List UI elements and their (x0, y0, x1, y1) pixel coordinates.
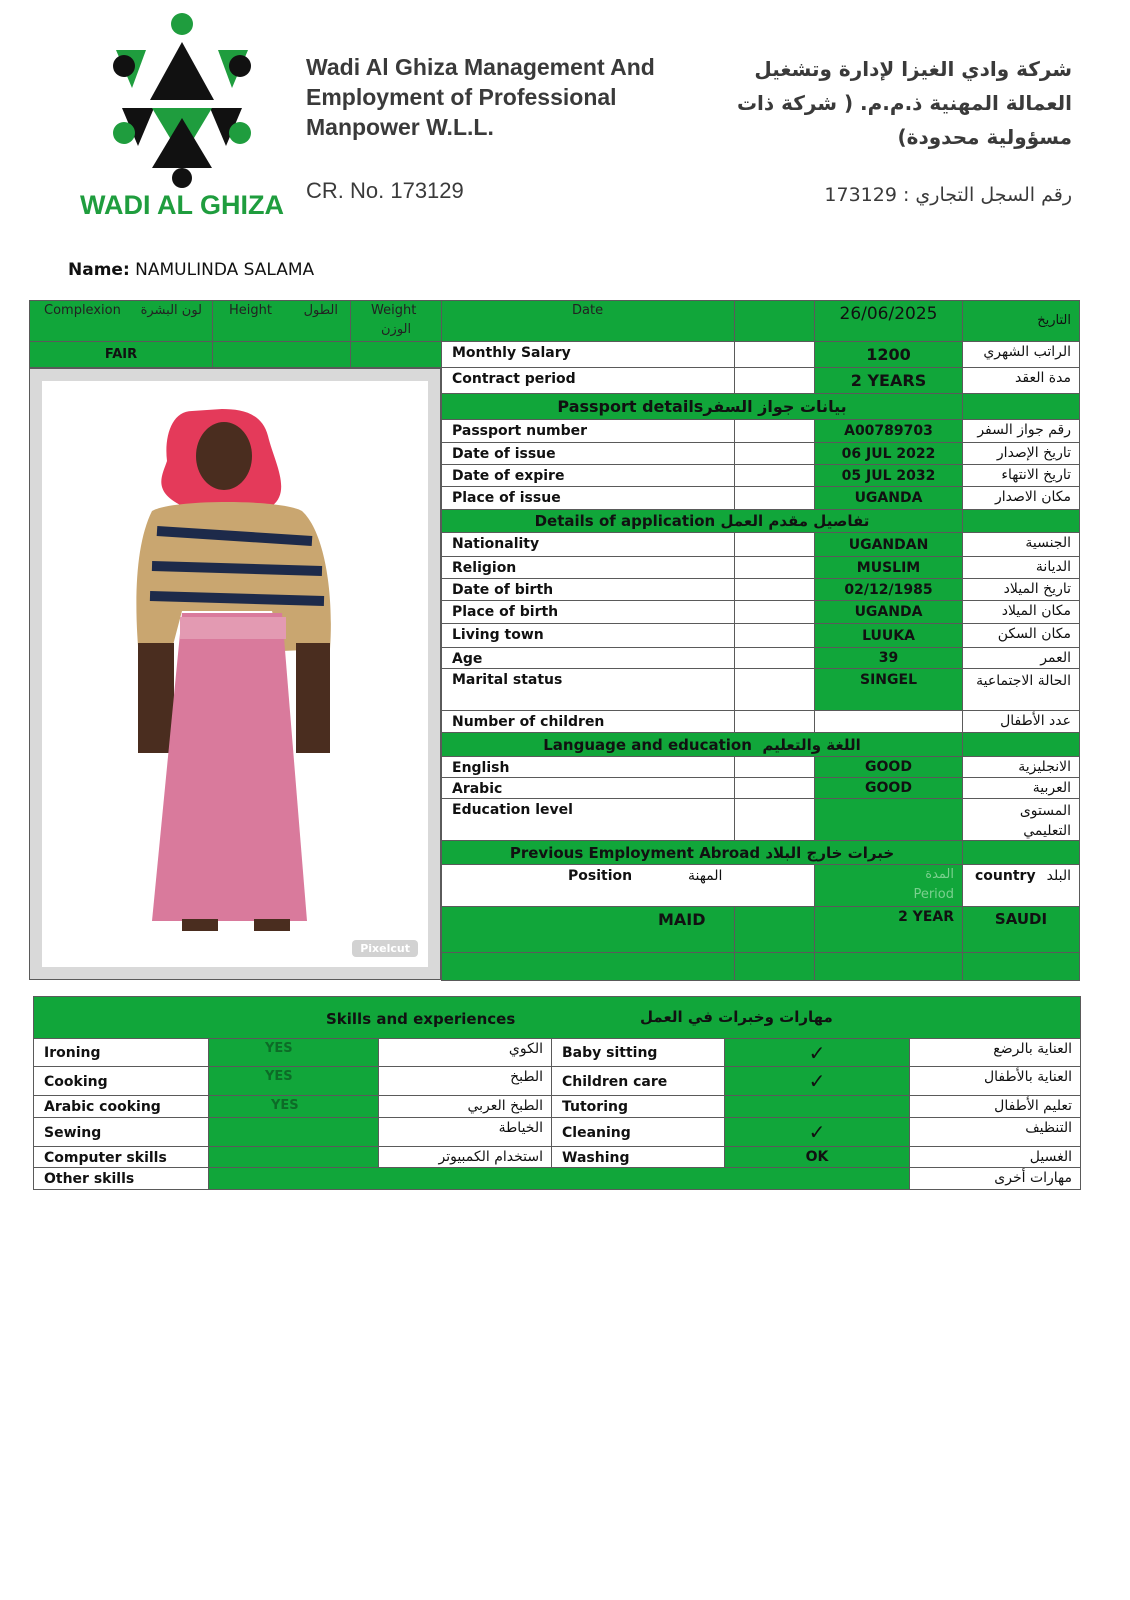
salary-value: 1200 (814, 341, 963, 368)
date-header-en: Date (572, 303, 604, 318)
complexion-value: FAIR (29, 341, 213, 368)
skill-cooking-label: Cooking (33, 1066, 209, 1096)
marital-status-label: Marital status (441, 668, 735, 711)
education-label: Education level (441, 798, 735, 841)
height-header-en: Height (229, 303, 272, 318)
arabic-value: GOOD (814, 777, 963, 799)
application-section-title (441, 509, 963, 533)
passport-section-title (441, 393, 963, 420)
living-town-label: Living town (441, 623, 735, 648)
language-title-ar: اللغة والتعليم (762, 735, 861, 754)
expire-date-label: Date of expire (441, 464, 735, 487)
expire-date-blank (734, 464, 815, 487)
issue-date-ar: تاريخ الإصدار (962, 442, 1080, 465)
pixelcut-watermark: Pixelcut (352, 940, 418, 957)
period-header-ar: المدة (925, 867, 954, 882)
skill-computer-value (208, 1146, 379, 1168)
employment-title-blank (962, 840, 1080, 865)
employment-empty-4 (962, 952, 1080, 981)
religion-label: Religion (441, 556, 735, 579)
skill-cleaning-label: Cleaning (551, 1117, 725, 1147)
religion-ar: الديانة (962, 556, 1080, 579)
candidate-name (68, 260, 314, 280)
skill-tutoring-ar: تعليم الأطفال (909, 1095, 1081, 1118)
age-value: 39 (814, 647, 963, 669)
dob-blank (734, 578, 815, 601)
skill-computer-ar: استخدام الكمبيوتر (378, 1146, 552, 1168)
nationality-ar: الجنسية (962, 532, 1080, 557)
skill-other-label: Other skills (33, 1167, 209, 1190)
contract-period-label: Contract period (441, 367, 735, 394)
children-value (814, 710, 963, 733)
contract-period-ar: مدة العقد (962, 367, 1080, 394)
age-label: Age (441, 647, 735, 669)
skill-cooking-value: YES (208, 1066, 379, 1096)
skills-title-ar: مهارات وخبرات في العمل (640, 1008, 833, 1026)
employment-empty-3 (814, 952, 963, 981)
expire-date-ar: تاريخ الانتهاء (962, 464, 1080, 487)
issue-date-value: 06 JUL 2022 (814, 442, 963, 465)
employment-country-cell (962, 906, 1080, 953)
skill-arabic-cooking-value: YES (208, 1095, 379, 1118)
company-logo (62, 8, 302, 223)
skill-other-ar: مهارات أخرى (909, 1167, 1081, 1190)
skill-washing-ar: الغسيل (909, 1146, 1081, 1168)
passport-title-ar: بيانات جواز السفر (703, 397, 847, 416)
employment-title-ar: خبرات خارج البلاد (765, 843, 895, 862)
issue-date-blank (734, 442, 815, 465)
arabic-label: Arabic (441, 777, 735, 799)
passport-title-blank (962, 393, 1080, 420)
company-name-en: Wadi Al Ghiza Management And Employment of Professional Manpower W.L.L. (306, 54, 655, 140)
application-title-en: Details of application (534, 512, 716, 530)
cr-number-ar: رقم السجل التجاري : 173129 (824, 184, 1072, 206)
weight-header (350, 300, 442, 342)
complexion-header-en: Complexion (44, 303, 121, 318)
education-value (814, 798, 963, 841)
skill-computer-label: Computer skills (33, 1146, 209, 1168)
skill-washing-label: Washing (551, 1146, 725, 1168)
employment-period-value: 2 YEAR (898, 909, 954, 925)
place-of-issue-label: Place of issue (441, 486, 735, 510)
salary-blank (734, 341, 815, 368)
employment-period-cell (814, 906, 963, 953)
employment-position-cell (441, 906, 735, 953)
skill-washing-value: OK (724, 1146, 910, 1168)
skill-other-value (208, 1167, 910, 1190)
complexion-header-ar: لون البشرة (140, 303, 202, 318)
marital-status-value: SINGEL (814, 668, 963, 711)
skills-title-en: Skills and experiences (326, 1010, 516, 1028)
skill-cleaning-value: ✓ (724, 1117, 910, 1147)
place-of-issue-blank (734, 486, 815, 510)
skill-babysitting-value: ✓ (724, 1038, 910, 1067)
place-of-birth-label: Place of birth (441, 600, 735, 624)
country-header-ar: البلد (1046, 868, 1071, 884)
candidate-photo (42, 381, 428, 967)
skill-ironing-ar: الكوي (378, 1038, 552, 1067)
marital-status-blank (734, 668, 815, 711)
logo-text: WADI AL GHIZA (80, 190, 284, 220)
dob-value: 02/12/1985 (814, 578, 963, 601)
passport-number-blank (734, 419, 815, 443)
language-title-en: Language and education (543, 735, 752, 754)
date-header-ar: التاريخ (962, 300, 1080, 342)
arabic-ar: العربية (962, 777, 1080, 799)
application-title-ar: تفاصيل مقدم العمل (720, 512, 870, 530)
employment-position-value: MAID (658, 910, 706, 929)
passport-number-ar: رقم جواز السفر (962, 419, 1080, 443)
skill-tutoring-label: Tutoring (551, 1095, 725, 1118)
skill-babysitting-ar: العناية بالرضع (909, 1038, 1081, 1067)
skills-title (33, 996, 1081, 1039)
english-blank (734, 756, 815, 778)
skill-cleaning-ar: التنظيف (909, 1117, 1081, 1147)
cr-number-en: CR. No. 173129 (306, 178, 464, 203)
skill-tutoring-value (724, 1095, 910, 1118)
place-of-birth-value: UGANDA (814, 600, 963, 624)
language-section-title (441, 732, 963, 757)
nationality-label: Nationality (441, 532, 735, 557)
name-value: NAMULINDA SALAMA (135, 260, 315, 280)
contract-period-value: 2 YEARS (814, 367, 963, 394)
issue-date-label: Date of issue (441, 442, 735, 465)
children-blank (734, 710, 815, 733)
place-of-issue-value: UGANDA (814, 486, 963, 510)
religion-value: MUSLIM (814, 556, 963, 579)
name-label: Name: (68, 260, 130, 280)
arabic-blank (734, 777, 815, 799)
height-header-ar: الطول (303, 303, 338, 318)
employment-country-value: SAUDI (994, 910, 1048, 928)
period-header (814, 864, 963, 907)
education-ar: المستوى التعليمي (962, 798, 1080, 841)
dob-label: Date of birth (441, 578, 735, 601)
country-header (962, 864, 1080, 907)
employment-section-title (441, 840, 963, 865)
weight-header-en: Weight (371, 303, 417, 318)
date-blank (734, 300, 815, 342)
skill-arabic-cooking-ar: الطبخ العربي (378, 1095, 552, 1118)
skill-childrencare-value: ✓ (724, 1066, 910, 1096)
english-label: English (441, 756, 735, 778)
marital-status-ar: الحالة الاجتماعية (962, 668, 1080, 711)
language-title-blank (962, 732, 1080, 757)
skill-sewing-label: Sewing (33, 1117, 209, 1147)
position-header (441, 864, 815, 907)
employment-blank (734, 906, 815, 953)
employment-title-en: Previous Employment Abroad (509, 843, 761, 862)
place-of-issue-ar: مكان الاصدار (962, 486, 1080, 510)
photo-frame (29, 368, 441, 980)
age-blank (734, 647, 815, 669)
skill-babysitting-label: Baby sitting (551, 1038, 725, 1067)
nationality-blank (734, 532, 815, 557)
country-header-en: country (975, 868, 1036, 884)
place-of-birth-ar: مكان الميلاد (962, 600, 1080, 624)
skill-cooking-ar: الطبخ (378, 1066, 552, 1096)
nationality-value: UGANDAN (814, 532, 963, 557)
living-town-ar: مكان السكن (962, 623, 1080, 648)
living-town-value: LUUKA (814, 623, 963, 648)
skill-sewing-ar: الخياطة (378, 1117, 552, 1147)
education-blank (734, 798, 815, 841)
employment-empty-2 (734, 952, 815, 981)
place-of-birth-blank (734, 600, 815, 624)
complexion-header (29, 300, 213, 342)
expire-date-value: 05 JUL 2032 (814, 464, 963, 487)
contract-blank (734, 367, 815, 394)
age-ar: العمر (962, 647, 1080, 669)
skill-sewing-value (208, 1117, 379, 1147)
living-town-blank (734, 623, 815, 648)
period-header-en: Period (913, 887, 954, 902)
religion-blank (734, 556, 815, 579)
skill-childrencare-ar: العناية بالأطفال (909, 1066, 1081, 1096)
passport-number-label: Passport number (441, 419, 735, 443)
position-header-ar: المهنة (688, 868, 723, 884)
salary-label: Monthly Salary (441, 341, 735, 368)
passport-title-en: Passport details (557, 397, 704, 416)
weight-value (350, 341, 442, 368)
skill-arabic-cooking-label: Arabic cooking (33, 1095, 209, 1118)
skill-ironing-value: YES (208, 1038, 379, 1067)
children-label: Number of children (441, 710, 735, 733)
skill-childrencare-label: Children care (551, 1066, 725, 1096)
height-value (212, 341, 351, 368)
company-name-ar: شركة وادي الغيزا لإدارة وتشغيل العمالة المهنية ذ.م.م. ( شركة ذات مسؤولية محدودة) (736, 57, 1072, 149)
english-ar: الانجليزية (962, 756, 1080, 778)
date-value: 26/06/2025 (814, 300, 963, 342)
height-header (212, 300, 351, 342)
salary-ar: الراتب الشهري (962, 341, 1080, 368)
passport-number-value: A00789703 (814, 419, 963, 443)
dob-ar: تاريخ الميلاد (962, 578, 1080, 601)
weight-header-ar: الوزن (381, 322, 412, 337)
position-header-en: Position (568, 868, 633, 884)
application-title-blank (962, 509, 1080, 533)
date-header (441, 300, 735, 342)
children-ar: عدد الأطفال (962, 710, 1080, 733)
english-value: GOOD (814, 756, 963, 778)
employment-empty-1 (441, 952, 735, 981)
skill-ironing-label: Ironing (33, 1038, 209, 1067)
